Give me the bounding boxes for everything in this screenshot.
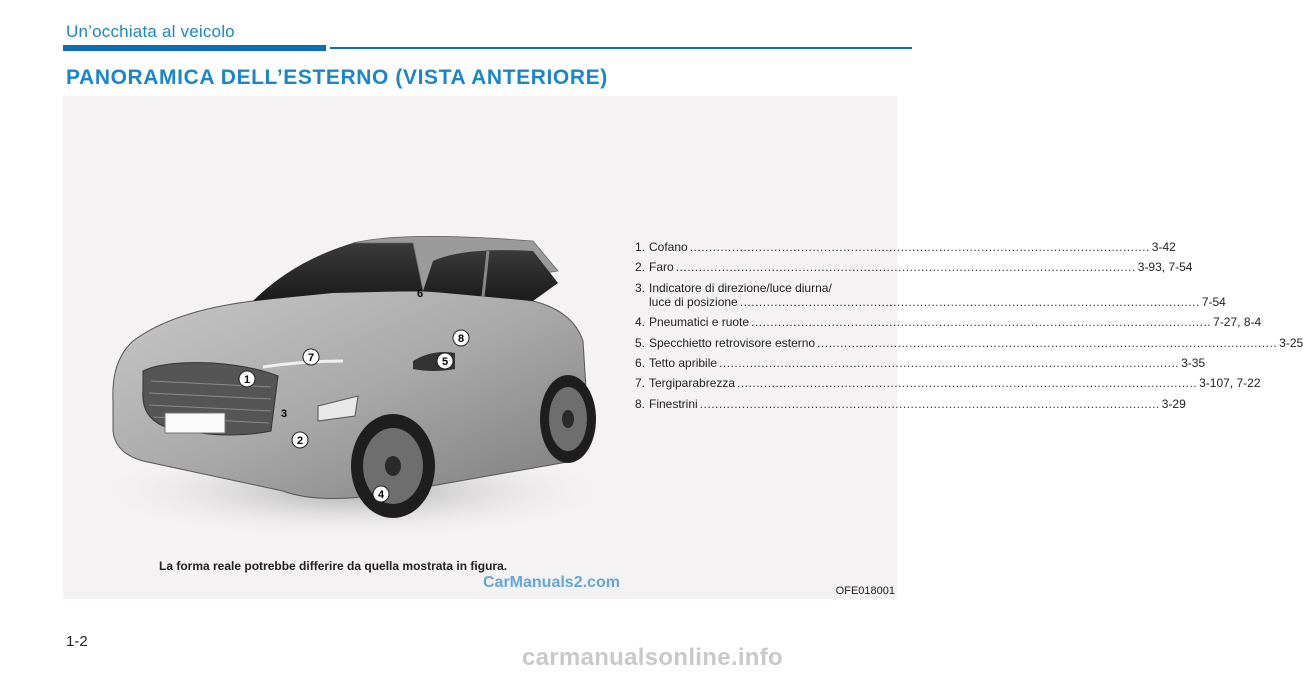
legend-page-ref: 7-27, 8-4 (1213, 315, 1262, 330)
legend-number: 4. (635, 315, 646, 330)
legend-label: Tergiparabrezza (649, 376, 736, 391)
legend-item (635, 315, 1262, 330)
rear-wheel (540, 375, 596, 463)
vehicle-figure (63, 96, 1303, 599)
legend-leader-dots: ........................................................................................................................ (675, 260, 1136, 275)
legend-leader-dots: ........................................................................................................................ (739, 294, 1200, 309)
figure-caption: La forma reale potrebbe differire da quella mostrata in figura. (159, 559, 508, 573)
legend-label: Faro (649, 260, 674, 275)
legend-leader-dots: ........................................................................................................................ (689, 240, 1150, 254)
legend-page-ref: 3-25 (1279, 335, 1303, 350)
license-plate (165, 413, 225, 433)
legend-label: Specchietto retrovisore esterno (649, 335, 816, 350)
watermark-logo: CarManuals2.com (483, 574, 620, 591)
legend-item (635, 376, 1261, 391)
callout-3 (281, 408, 287, 420)
legend-item (635, 280, 1226, 309)
legend-label: Indicatore di direzione/luce diurna/ (649, 280, 832, 295)
legend-page-ref: 3-107, 7-22 (1199, 376, 1261, 391)
svg-text:4: 4 (377, 489, 385, 501)
callout-2 (292, 432, 308, 448)
figure-code: OFE018001 (835, 585, 895, 597)
legend-number: 3. (635, 280, 646, 295)
svg-text:6: 6 (416, 288, 424, 300)
legend-item (635, 335, 1303, 350)
legend-leader-dots: ........................................................................................................................ (719, 355, 1180, 370)
legend-item (635, 396, 1186, 411)
callout-1 (239, 371, 255, 387)
svg-text:5: 5 (441, 356, 449, 368)
callout-8 (453, 330, 469, 346)
page-heading: PANORAMICA DELL’ESTERNO (VISTA ANTERIORE) (66, 66, 608, 89)
callout-5 (437, 353, 453, 369)
legend-number: 7. (635, 376, 646, 391)
component-legend (635, 240, 1303, 417)
legend-number: 1. (635, 240, 646, 254)
legend-item (635, 240, 1176, 254)
svg-text:1: 1 (243, 374, 251, 386)
legend-label: luce di posizione (649, 294, 738, 309)
legend-number: 8. (635, 396, 646, 411)
legend-leader-dots: ........................................................................................................................ (699, 396, 1160, 411)
header-rule-thin (330, 47, 912, 49)
legend-number: 2. (635, 260, 646, 275)
svg-text:7: 7 (307, 352, 315, 364)
front-wheel (351, 414, 435, 518)
svg-text:2: 2 (296, 435, 304, 447)
legend-page-ref: 3-35 (1181, 355, 1206, 370)
legend-label: Finestrini (649, 396, 698, 411)
svg-text:3: 3 (280, 408, 288, 420)
legend-page-ref: 7-54 (1201, 294, 1226, 309)
legend-page-ref: 3-42 (1151, 240, 1176, 254)
section-title: Un’occhiata al veicolo (66, 22, 235, 41)
legend-label: Pneumatici e ruote (649, 315, 750, 330)
svg-text:8: 8 (457, 333, 465, 345)
legend-item (635, 260, 1193, 275)
legend-page-ref: 3-93, 7-54 (1137, 260, 1193, 275)
legend-leader-dots: ........................................................................................................................ (751, 315, 1212, 330)
legend-leader-dots: ........................................................................................................................ (817, 335, 1278, 350)
legend-number: 6. (635, 355, 646, 370)
page-number: 1-2 (66, 633, 88, 650)
legend-page-ref: 3-29 (1161, 396, 1186, 411)
callout-6 (417, 288, 423, 300)
legend-label: Cofano (649, 240, 688, 254)
callout-7 (303, 349, 319, 365)
footer-watermark: carmanualsonline.info (522, 644, 784, 671)
header-rule-thick (63, 45, 326, 51)
legend-label: Tetto apribile (649, 355, 718, 370)
callout-4 (373, 486, 389, 502)
legend-item (635, 355, 1206, 370)
car-illustration (103, 191, 623, 551)
legend-leader-dots: ........................................................................................................................ (737, 376, 1198, 391)
legend-number: 5. (635, 335, 646, 350)
